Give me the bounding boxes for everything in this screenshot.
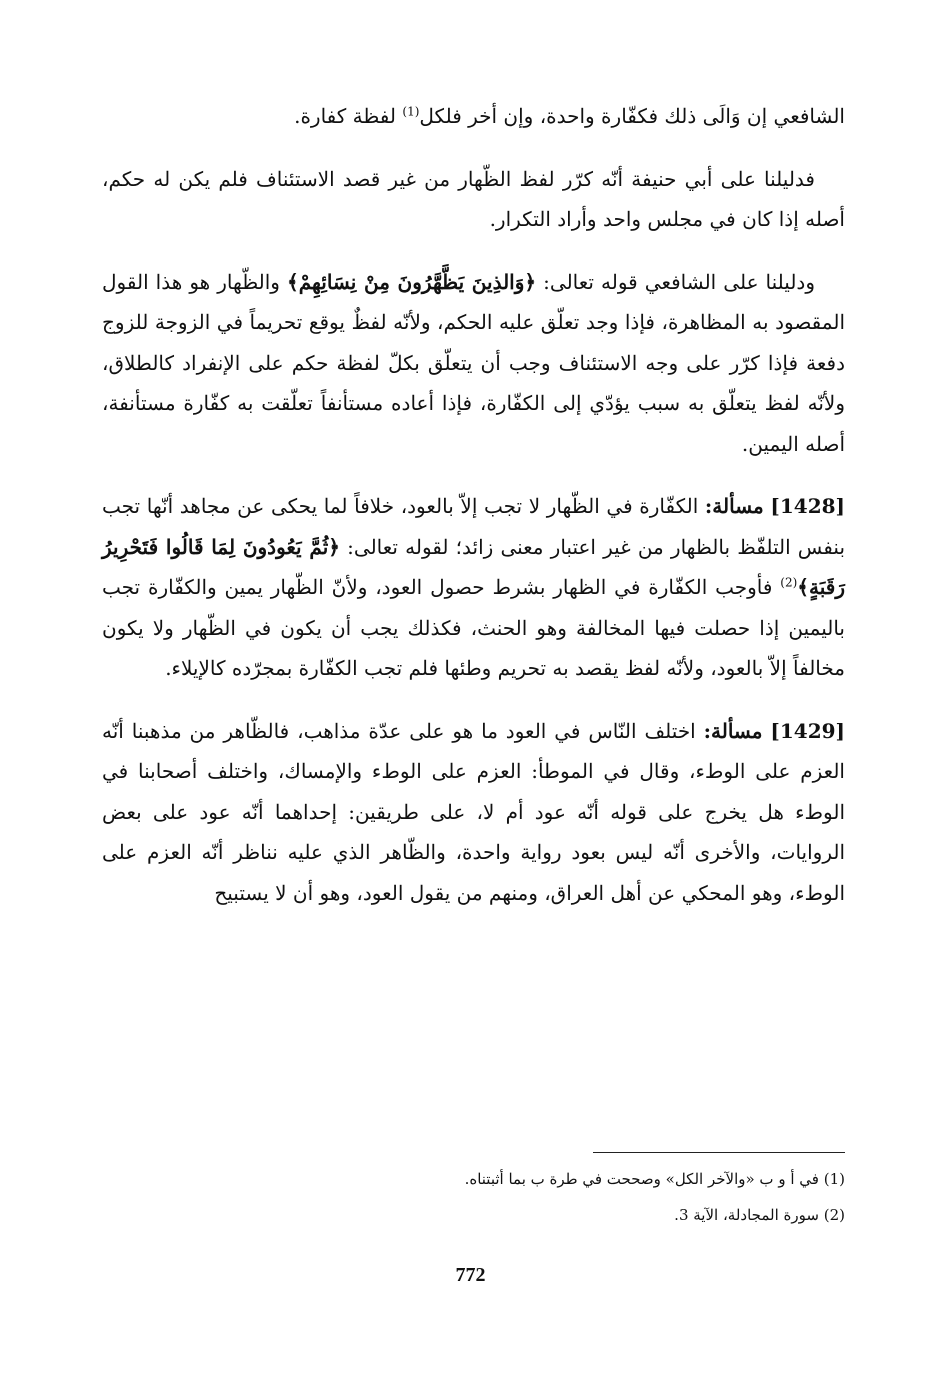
paragraph-1-text: الشافعي إن وَالَى ذلك فكفّارة واحدة، وإن أخر فلكل [419, 104, 845, 128]
issue-label: مسألة: [703, 718, 763, 743]
footnote-marker-1: (1) [823, 1170, 845, 1188]
issue-label: مسألة: [704, 494, 764, 518]
paragraph-2 [102, 159, 845, 240]
footnotes [102, 1161, 845, 1233]
paragraph-1-text-end: لفظة كفارة. [294, 104, 403, 128]
footnote-ref-1[interactable]: (1) [402, 104, 420, 119]
issue-number-1428: [1428] [770, 494, 846, 518]
paragraph-3-text-end: والظّهار هو هذا القول المقصود به المظاهرة، فإذا وجد تعلّق عليه الحكم، ولأنّه لفظٌ يوقع تحريماً في الزوجة للزوج دفعة فإذا كرّر على وجه الاستئناف وجب أن يتعلّق بكلّ لفظة حكم على الإنفراد كالطلاق، ولأنّه لفظ يتعلّق به سبب يؤدّي إلى الكفّارة، فإذا أعاده مستأنفاً تعلّقت به كفّارة مستأنفة، أصله اليمين. [102, 269, 845, 456]
paragraph-2-text: فدليلنا على أبي حنيفة أنّه كرّر لفظ الظّهار من غير قصد الاستئناف فلم يكن له حكم، أصله إذا كان في مجلس واحد وأراد التكرار. [102, 166, 845, 231]
footnote-ref-2[interactable]: (2) [780, 575, 798, 590]
footnote-text-2: سورة المجادلة، الآية 3. [674, 1206, 819, 1224]
issue-1428-text-start: الكفّارة في الظّهار لا تجب إلاّ بالعود، خلافاً لما يحكى عن مجاهد أنّها تجب بنفس التلفّظ بالظهار من غير اعتبار معنى زائد؛ لقوله تعالى: [102, 494, 846, 559]
footnote-text-1: في أ و ب «والآخر الكل» وصححت في طرة ب بما أثبتناه. [464, 1170, 819, 1188]
paragraph-3-text-start: ودليلنا على الشافعي قوله تعالى: [536, 269, 815, 294]
paragraph-3 [102, 262, 845, 465]
issue-1429 [102, 711, 845, 914]
issue-1428-text-end: فأوجب الكفّارة في الظهار بشرط حصول العود، ولأنّ الظّهار يمين والكفّارة تجب باليمين إذا حصلت فيها المخالفة وهو الحنث، فكذلك يجب أن يكون في الظّهار ولا يكون مخالفاً إلاّ بالعود، ولأنّه لفظ يقصد به تحريم وطئها فلم تجب الكفّارة بمجرّده كالإيلاء. [102, 575, 845, 680]
quran-verse-2: ﴿ثُمَّ يَعُودُونَ لِمَا قَالُوا فَتَحْرِيرُ رَقَبَةٍ﴾ [102, 534, 845, 599]
quran-verse-1: ﴿وَالذِينَ يَظَّهَّرُونَ مِنْ نِسَائِهِمْ﴾ [287, 269, 537, 294]
page-number: 772 [455, 1264, 486, 1286]
footnote-1 [102, 1161, 845, 1197]
issue-1428 [102, 486, 845, 689]
footnote-marker-2: (2) [823, 1206, 845, 1224]
issue-1429-text: اختلف النّاس في العود ما هو على عدّة مذاهب، فالظّاهر من مذهبنا أنّه العزم على الوطء، وقال في الموطأ: العزم على الوطء والإمساك، واختلف أصحابنا في الوطء هل يخرج على قوله أنّه عود أم لا، على طريقين: إحداهما أنّه عود على بعض الروايات، والأخرى أنّه ليس بعود رواية واحدة، والظّاهر الذي عليه نناظر أنّه العزم على الوطء، وهو المحكي عن أهل العراق، ومنهم من يقول العود، وهو أن لا يستبيح [102, 718, 846, 905]
issue-number-1429: [1429] [770, 718, 846, 743]
footnote-divider [593, 1152, 845, 1153]
footnote-2 [102, 1197, 845, 1233]
paragraph-1 [102, 96, 845, 137]
main-text [102, 96, 845, 935]
